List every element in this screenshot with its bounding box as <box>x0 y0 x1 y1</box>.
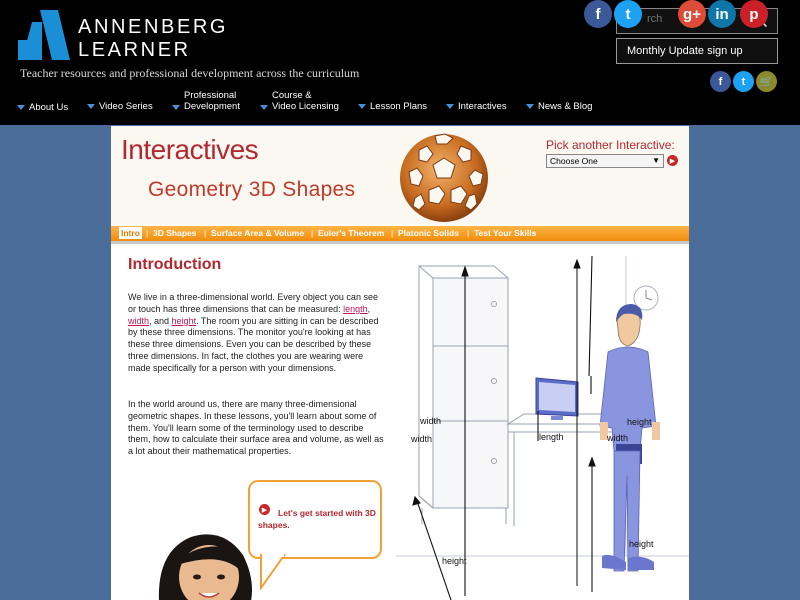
length-link[interactable]: length <box>343 303 368 314</box>
site-header <box>0 0 800 125</box>
tab-intro[interactable]: Intro <box>121 228 140 238</box>
start-arrow-button[interactable]: ▶ <box>259 504 270 515</box>
lesson-tabs <box>111 226 689 241</box>
tab-eulers-theorem[interactable]: Euler's Theorem <box>318 228 385 238</box>
google-plus-glyph: g+ <box>683 5 701 23</box>
truncated-icosahedron-image <box>389 130 499 225</box>
nav-label-line2: Video Licensing <box>272 101 339 112</box>
linkedin-glyph: in <box>715 5 729 23</box>
interactive-panel <box>111 126 689 600</box>
tab-separator: | <box>391 228 394 238</box>
nav-label-line2: Development <box>184 101 240 112</box>
site-tagline: Teacher resources and professional development across the curriculum <box>20 66 360 80</box>
facebook-glyph: f <box>595 5 601 23</box>
nav-label: Video Series <box>99 101 153 112</box>
tabbar-shadow <box>111 241 689 244</box>
annenberg-logo-icon[interactable] <box>18 10 70 60</box>
nav-label: Lesson Plans <box>370 101 428 112</box>
width-link[interactable]: width <box>128 315 150 326</box>
nav-item-course-video-licensing[interactable] <box>260 90 350 112</box>
tab-separator: | <box>146 228 149 238</box>
bookcase-width-label: width <box>411 434 433 444</box>
chevron-down-icon <box>172 105 180 110</box>
dropdown-arrow-icon: ▼ <box>652 156 660 165</box>
tab-separator: | <box>467 228 470 238</box>
monthly-update-signup-button[interactable]: Monthly Update sign up <box>616 38 778 64</box>
pick-interactive-label: Pick another Interactive: <box>546 138 675 152</box>
nav-label: News & Blog <box>538 101 593 112</box>
nav-label: Interactives <box>458 101 507 112</box>
banner-title: Interactives <box>121 134 259 165</box>
cart-glyph: 🛒 <box>759 76 774 88</box>
intro-paragraph-1 <box>128 292 384 375</box>
nav-item-professional-development[interactable] <box>172 90 252 112</box>
person-height-label: height <box>629 539 654 549</box>
nav-item-lesson-plans[interactable] <box>358 101 427 112</box>
monitor-length-label: length <box>539 432 564 442</box>
nav-item-about-us[interactable] <box>17 102 68 113</box>
nav-item-video-series[interactable] <box>87 101 153 112</box>
pinterest-glyph: p <box>749 5 759 23</box>
banner-subtitle: Geometry 3D Shapes <box>148 178 356 201</box>
tab-3d-shapes[interactable]: 3D Shapes <box>153 228 197 238</box>
logo-text-learner[interactable]: LEARNER <box>78 39 191 61</box>
chevron-down-icon <box>87 104 95 109</box>
chevron-down-icon <box>526 104 534 109</box>
nav-label: About Us <box>29 102 69 113</box>
get-started-link[interactable]: Let's get started with 3D shapes. <box>258 508 376 530</box>
twitter-icon[interactable] <box>614 0 642 28</box>
main-navigation <box>0 88 800 124</box>
paragraph-text: , <box>367 303 371 314</box>
nav-item-news-blog[interactable] <box>526 101 592 112</box>
height-link[interactable]: height <box>171 315 197 326</box>
twitter-small-glyph: t <box>741 75 746 88</box>
chevron-down-icon <box>446 104 454 109</box>
bookcase-height-label: height <box>442 556 467 566</box>
tab-test-your-skills[interactable]: Test Your Skills <box>474 228 537 238</box>
intro-paragraph-2: In the world around us, there are many three-dimensional geometric shapes. In these lessons, you'll learn about some of them. You'll learn some of the terminology used to describe them, how to calculate their surface area and volume, as well as a lot about their mathematical properties. <box>128 399 384 457</box>
chevron-down-icon <box>17 105 25 110</box>
twitter-glyph: t <box>625 5 631 23</box>
logo-text-annenberg[interactable]: ANNENBERG <box>78 16 229 38</box>
monitor-width-label: width <box>420 416 442 426</box>
google-plus-icon[interactable] <box>678 0 706 28</box>
select-value: Choose One <box>550 156 598 166</box>
tab-platonic-solids[interactable]: Platonic Solids <box>398 228 459 238</box>
interactive-select[interactable] <box>546 154 664 168</box>
pinterest-icon[interactable] <box>740 0 768 28</box>
facebook-icon[interactable] <box>584 0 612 28</box>
paragraph-text: . The room you are sitting in can be described by these three dimensions. The monitor you're looking at has these three dimensions. Even you can be described by these three dimensions. In fact, the clothes you are wearing were made specifically for a person with your dimensions. <box>128 315 379 373</box>
linkedin-icon[interactable] <box>708 0 736 28</box>
nav-label-line1: Course & <box>272 90 312 101</box>
student-girl-image <box>151 521 271 600</box>
nav-label-line1: Professional <box>184 90 237 101</box>
chevron-down-icon <box>358 104 366 109</box>
paragraph-text: , and <box>149 315 172 326</box>
intro-heading: Introduction <box>128 256 222 273</box>
chevron-down-icon <box>260 105 268 110</box>
tab-surface-area-volume[interactable]: Surface Area & Volume <box>211 228 305 238</box>
go-arrow-button[interactable]: ▶ <box>667 155 678 166</box>
desk-height-label: height <box>627 417 652 427</box>
interactive-banner <box>111 126 689 224</box>
paragraph-text: We live in a three-dimensional world. Every object you can see or touch has three dimensions that can be measured: <box>128 292 378 314</box>
tab-separator: | <box>311 228 314 238</box>
facebook-small-glyph: f <box>718 75 723 88</box>
tab-separator: | <box>204 228 207 238</box>
nav-item-interactives[interactable] <box>446 101 507 112</box>
dimension-arrows-layer <box>396 256 689 600</box>
desk-width-label: width <box>607 433 629 443</box>
